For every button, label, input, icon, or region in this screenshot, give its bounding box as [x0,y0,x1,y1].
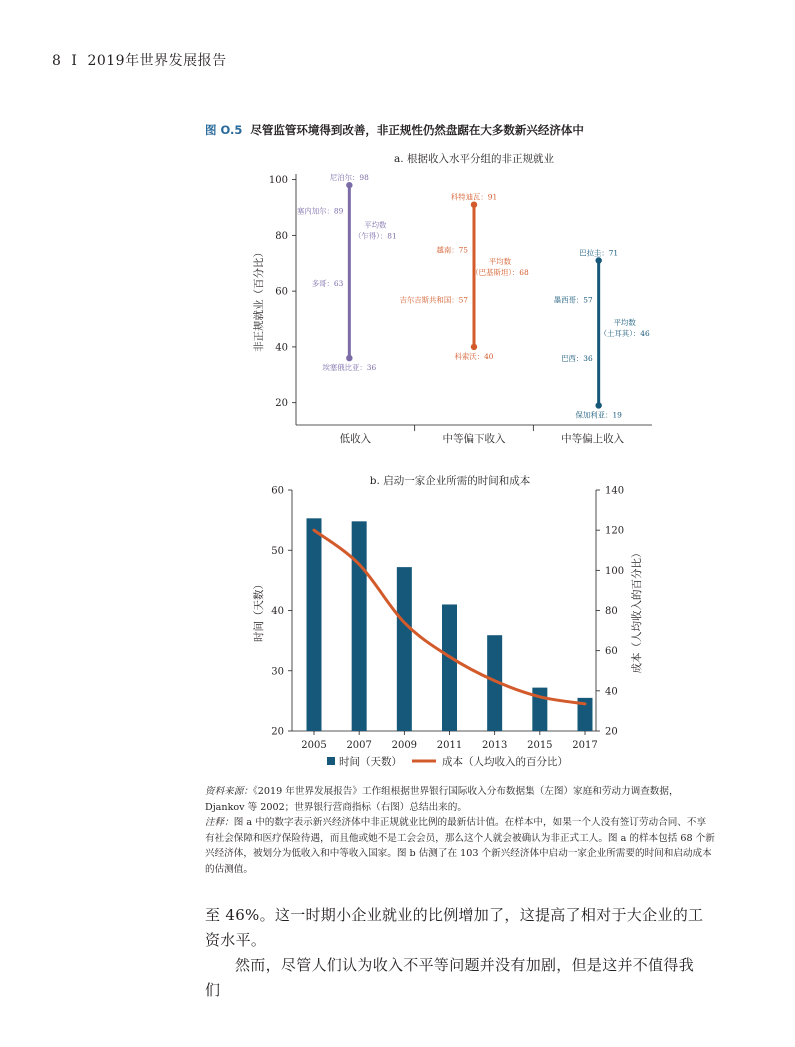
figure-number: 图 O.5 [205,123,243,137]
page-number: 8 [52,53,62,69]
legend-swatch-time [327,757,335,765]
body-paragraph-2: 然而，尽管人们认为收入不平等问题并没有加剧，但是这并不值得我们 [205,956,695,999]
chart-b-right-tick-label: 40 [605,686,618,698]
data-label: 埃塞俄比亚：36 [322,363,377,373]
data-label: （乍得）：81 [353,231,397,241]
data-label: 多哥：63 [311,278,344,288]
chart-b-right-tick-label: 80 [605,606,618,617]
chart-b-right-tick-label: 20 [605,726,618,738]
note-label: 注释： [205,817,234,828]
chart-b-x-tick-label: 2005 [301,740,327,751]
legend-label-time: 时间（天数） [339,756,402,768]
chart-a-category-label: 低收入 [339,433,372,445]
chart-b-right-tick-label: 140 [605,485,625,497]
legend-label-cost: 成本（人均收入的百分比） [442,756,568,768]
chart-b-title: b. 启动一家企业所需的时间和成本 [369,475,531,487]
chart-a-y-tick-label: 100 [268,175,288,187]
chart-a-y-axis-label: 非正规就业（百分比） [253,247,265,352]
data-label: （巴基斯坦）：68 [471,267,529,277]
data-label: 吉尔吉斯共和国：57 [399,295,468,305]
body-paragraph-1: 至 46%。这一时期小企业就业的比例增加了，这提高了相对于大企业的工资水平。 [205,906,704,949]
chart-b-left-axis-label: 时间（天数） [253,579,265,642]
chart-a-y-tick-label: 20 [275,398,288,410]
figure-notes [205,784,715,877]
note-text: 图 a 中的数字表示新兴经济体中非正规就业比例的最新估计值。在样本中，如果一个人没有签订劳动合同、不享有社会保障和医疗保险待遇，而且他或她不是工会会员，那么这个人就会被确认为非正式工人。图 a 的样本包括 68 个新兴经济体，被划分为低收入和中等收入国家。图 b 估测了在 103 个新兴经济体中启动一家企业所需要的时间和启动成本的估测值。 [205,817,715,875]
chart-a-y-tick-label: 60 [275,286,288,298]
chart-b-x-tick-label: 2017 [572,740,598,751]
data-label: 墨西哥：57 [553,295,593,305]
chart-a-category-label: 中等偏下收入 [442,433,506,445]
data-label: 保加利亚：19 [575,410,622,420]
data-label: 巴拉圭：71 [579,248,619,258]
data-label: 越南：75 [436,245,468,255]
chart-b-left-tick-label: 30 [271,666,284,678]
chart-b-right-tick-label: 100 [605,565,625,577]
data-label: 科索沃：40 [454,351,494,361]
chart-b-x-tick-label: 2009 [391,740,418,751]
time-bar [307,518,322,731]
chart-b-left-tick-label: 50 [271,545,284,557]
body-text [205,903,705,1003]
source-text: 《2019 年世界发展报告》工作组根据世界银行国际收入分布数据集（左图）家庭和劳动力调查数据，Djankov 等 2002；世界银行营商指标（右图）总结出来的。 [205,786,679,813]
chart-a-title: a. 根据收入水平分组的非正规就业 [394,153,554,165]
chart-b-x-tick-label: 2011 [436,740,463,751]
chart-b-left-tick-label: 40 [271,606,284,617]
chart-a-category-label: 中等偏上收入 [561,433,625,445]
chart-b-right-tick-label: 60 [605,646,618,658]
chart-b-x-tick-label: 2013 [481,740,508,751]
data-label: 尼泊尔：98 [329,173,369,183]
chart-a-y-tick-label: 80 [275,230,288,242]
time-bar [442,604,457,731]
chart-b-x-tick-label: 2015 [527,740,553,751]
data-label: 科特迪瓦：91 [450,192,498,202]
time-bar [352,521,367,731]
source-label: 资料来源： [205,786,253,797]
data-label: 平均数 [488,256,512,266]
book-title: 2019年世界发展报告 [87,53,227,69]
data-label: 平均数 [613,318,636,328]
chart-b-x-tick-label: 2007 [346,740,372,751]
chart-a-y-tick-label: 40 [275,342,288,354]
data-label: （土耳其）：46 [599,329,650,339]
chart-b-left-tick-label: 20 [271,726,284,738]
data-label: 平均数 [364,220,387,230]
chart-b-left-tick-label: 60 [271,485,284,497]
header-separator: I [71,53,78,69]
chart-b-right-tick-label: 120 [605,525,625,537]
figure-caption: 尽管监管环境得到改善，非正规性仍然盘踞在大多数新兴经济体中 [250,123,584,137]
data-label: 巴西：36 [561,354,593,364]
time-bar [397,567,412,731]
data-label: 塞内加尔：89 [296,206,344,216]
chart-b-right-axis-label: 成本（人均收入的百分比） [631,547,643,674]
